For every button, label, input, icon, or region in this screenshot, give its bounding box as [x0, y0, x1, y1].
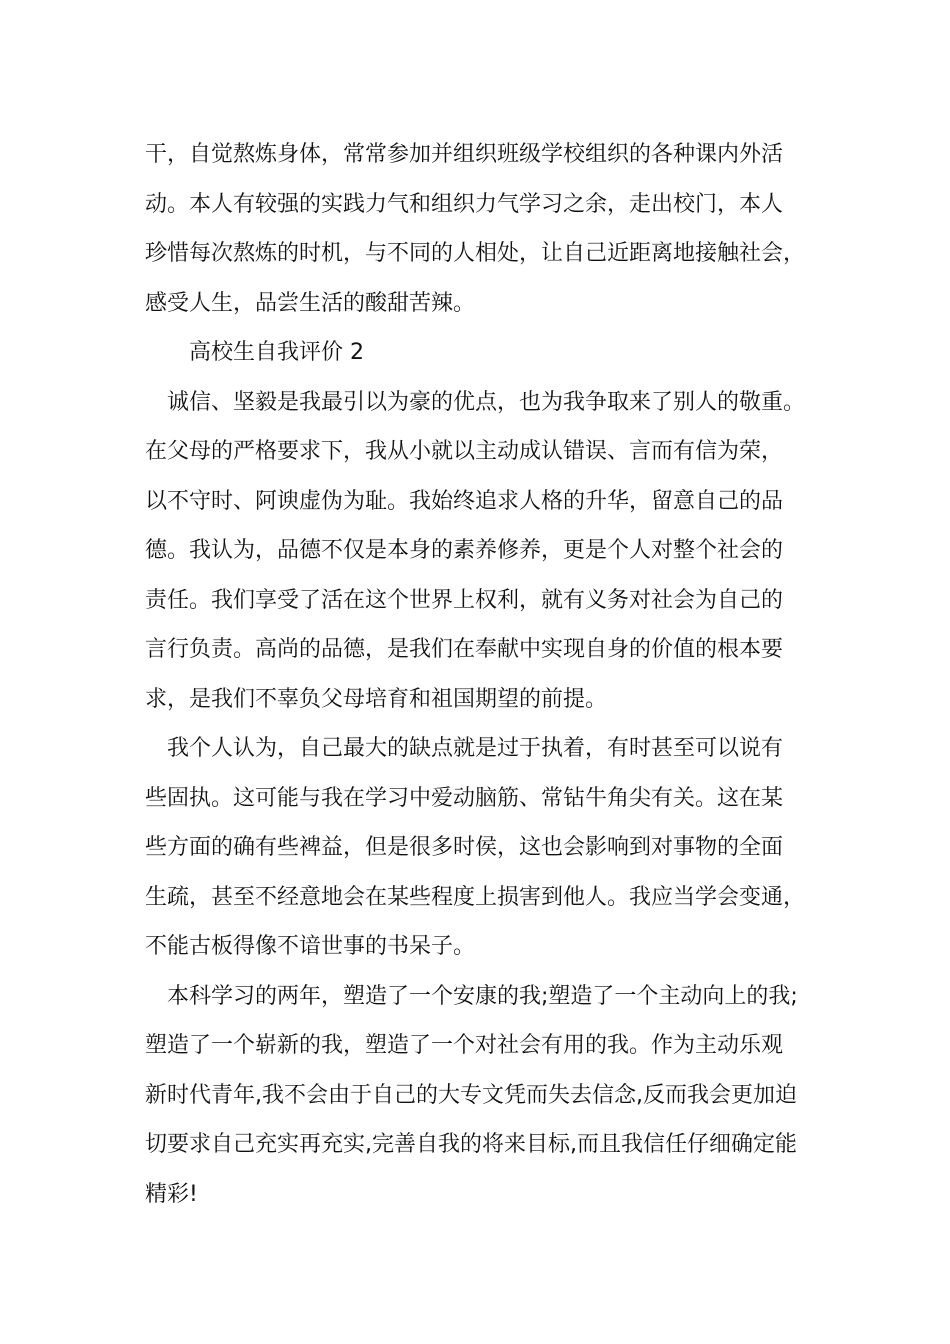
text-line: 本科学习的两年，塑造了一个安康的我;塑造了一个主动向上的我;: [167, 983, 798, 1009]
text-line: 塑造了一个崭新的我，塑造了一个对社会有用的我。作为主动乐观: [145, 1033, 784, 1058]
text-line: 新时代青年,我不会由于自己的大专文凭而失去信念,反而我会更加迫: [145, 1082, 797, 1108]
text-line: 珍惜每次熬炼的时机，与不同的人相处，让自己近距离地接触社会，: [145, 241, 806, 266]
text-line: 切要求自己充实再充实,完善自我的将来目标,而且我信任仔细确定能: [145, 1132, 797, 1157]
text-line: 干，自觉熬炼身体，常常参加并组织班级学校组织的各种课内外活: [145, 142, 784, 167]
text-line: 不能古板得像不谙世事的书呆子。: [145, 934, 476, 959]
text-line: 以不守时、阿谀虚伪为耻。我始终追求人格的升华，留意自己的品: [145, 488, 784, 514]
text-line: 我个人认为，自己最大的缺点就是过于执着，有时甚至可以说有: [167, 736, 784, 761]
text-line: 动。本人有较强的实践力气和组织力气学习之余，走出校门，本人: [145, 191, 784, 217]
text-line: 些方面的确有些裨益，但是很多时侯，这也会影响到对事物的全面: [145, 835, 784, 860]
text-line: 感受人生，品尝生活的酸甜苦辣。: [145, 290, 476, 316]
text-line: 诚信、坚毅是我最引以为豪的优点，也为我争取来了别人的敬重。: [167, 389, 806, 415]
text-line: 些固执。这可能与我在学习中爱动脑筋、常钻牛角尖有关。这在某: [145, 785, 784, 811]
text-line: 责任。我们享受了活在这个世界上权利，就有义务对社会为自己的: [145, 587, 784, 613]
text-line: 言行负责。高尚的品德，是我们在奉献中实现自身的价值的根本要: [145, 637, 784, 662]
text-line: 精彩!: [145, 1181, 198, 1207]
section-heading: 高校生自我评价 2: [189, 340, 364, 365]
text-line: 生疏，甚至不经意地会在某些程度上损害到他人。我应当学会变通，: [145, 884, 806, 910]
document-body: [145, 130, 825, 1219]
text-line: 在父母的严格要求下，我从小就以主动成认错误、言而有信为荣，: [145, 439, 784, 464]
text-line: 德。我认为，品德不仅是本身的素养修养，更是个人对整个社会的: [145, 538, 784, 563]
text-line: 求，是我们不辜负父母培育和祖国期望的前提。: [145, 686, 608, 712]
